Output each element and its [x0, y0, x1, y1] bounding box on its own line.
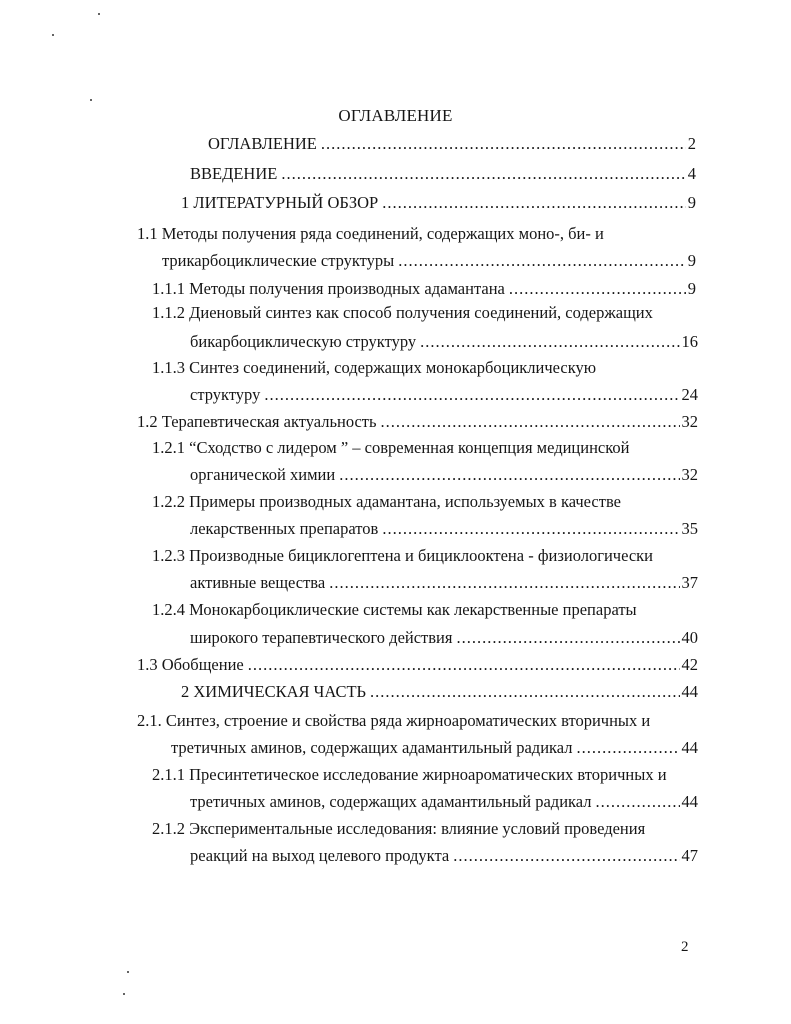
- toc-entry-first-line: 1.2.2 Примеры производных адамантана, используемых в качестве: [152, 492, 621, 511]
- toc-entry: [171, 737, 698, 759]
- toc-entry-first-line: 2.1.2 Экспериментальные исследования: влияние условий проведения: [152, 819, 646, 838]
- toc-entry-label: лекарственных препаратов: [190, 519, 379, 538]
- dot-leader: [456, 627, 679, 649]
- dot-leader: [382, 192, 686, 214]
- dot-leader: [248, 654, 680, 676]
- dot-leader: [381, 411, 680, 433]
- toc-entry-page: 44: [681, 738, 698, 757]
- toc-entry-page: 37: [681, 573, 698, 592]
- dot-leader: [329, 572, 679, 594]
- toc-entry-page: 35: [681, 519, 698, 538]
- toc-entry-page: 4: [687, 164, 696, 183]
- dot-leader: [420, 331, 679, 353]
- toc-entry: [190, 845, 698, 867]
- dot-leader: [382, 518, 679, 540]
- toc-entry-page: 9: [687, 193, 696, 212]
- dot-leader: [398, 250, 685, 272]
- toc-entry: [152, 278, 696, 300]
- toc-entry: [190, 384, 698, 406]
- toc-entry-page: 40: [681, 628, 698, 647]
- toc-entry-page: 32: [681, 412, 698, 431]
- toc-entry-label: ВВЕДЕНИЕ: [190, 164, 278, 183]
- dot-leader: [281, 163, 685, 185]
- toc-entry-label: органической химии: [190, 465, 336, 484]
- toc-entry-page: 9: [687, 251, 696, 270]
- toc-entry: [208, 133, 696, 155]
- toc-entry-label: 1.1.1 Методы получения производных адамантана: [152, 279, 505, 298]
- toc-entry: [181, 681, 698, 703]
- toc-entry-label: ОГЛАВЛЕНИЕ: [208, 134, 317, 153]
- scan-speck: [90, 99, 92, 101]
- toc-entry: [190, 331, 698, 353]
- toc-entry-label: третичных аминов, содержащих адамантильный радикал: [190, 792, 592, 811]
- toc-entry-page: 2: [687, 134, 696, 153]
- page-number: 2: [681, 939, 689, 955]
- dot-leader: [321, 133, 686, 155]
- toc-entry: [190, 627, 698, 649]
- toc-entry-page: 24: [681, 385, 698, 404]
- dot-leader: [264, 384, 679, 406]
- toc-entry-first-line: 1.1.3 Синтез соединений, содержащих монокарбоциклическую: [152, 358, 597, 377]
- toc-entry-label: трикарбоциклические структуры: [162, 251, 395, 270]
- toc-entry-label: третичных аминов, содержащих адамантильный радикал: [171, 738, 573, 757]
- toc-entry: [190, 163, 696, 185]
- toc-entry: [190, 518, 698, 540]
- dot-leader: [577, 737, 680, 759]
- toc-entry-first-line: 1.1.2 Диеновый синтез как способ получения соединений, содержащих: [152, 303, 653, 322]
- toc-entry-page: 32: [681, 465, 698, 484]
- toc-heading: ОГЛАВЛЕНИЕ: [338, 106, 453, 125]
- toc-entry-label: структуру: [190, 385, 261, 404]
- toc-entry: [190, 464, 698, 486]
- toc-entry-label: широкого терапевтического действия: [190, 628, 453, 647]
- toc-entry: [137, 411, 698, 433]
- toc-entry-first-line: 2.1.1 Пресинтетическое исследование жирноароматических вторичных и: [152, 765, 667, 784]
- toc-entry-first-line: 1.1 Методы получения ряда соединений, содержащих моно-, би- и: [137, 224, 604, 243]
- dot-leader: [339, 464, 679, 486]
- toc-entry: [137, 654, 698, 676]
- scan-speck: [127, 971, 129, 973]
- toc-entry: [181, 192, 696, 214]
- toc-entry-page: 47: [681, 846, 698, 865]
- toc-entry-label: 1.3 Обобщение: [137, 655, 244, 674]
- toc-entry-label: активные вещества: [190, 573, 326, 592]
- toc-entry-page: 42: [681, 655, 698, 674]
- toc-entry-label: 1 ЛИТЕРАТУРНЫЙ ОБЗОР: [181, 193, 379, 212]
- dot-leader: [370, 681, 679, 703]
- toc-entry: [162, 250, 696, 272]
- toc-entry-label: бикарбоциклическую структуру: [190, 332, 417, 351]
- toc-entry-first-line: 1.2.3 Производные бициклогептена и бициклооктена - физиологически: [152, 546, 654, 565]
- toc-entry-first-line: 1.2.1 “Сходство с лидером ” – современная концепция медицинской: [152, 438, 630, 457]
- toc-entry-page: 9: [687, 279, 696, 298]
- toc-entry: [190, 791, 698, 813]
- dot-leader: [453, 845, 679, 867]
- toc-entry-page: 16: [681, 332, 698, 351]
- toc-entry-label: 1.2 Терапевтическая актуальность: [137, 412, 377, 431]
- scan-speck: [123, 993, 125, 995]
- scan-speck: [98, 13, 100, 15]
- scan-speck: [52, 34, 54, 36]
- toc-entry-label: 2 ХИМИЧЕСКАЯ ЧАСТЬ: [181, 682, 367, 701]
- dot-leader: [596, 791, 680, 813]
- toc-entry-page: 44: [681, 682, 698, 701]
- toc-entry-first-line: 2.1. Синтез, строение и свойства ряда жирноароматических вторичных и: [137, 711, 651, 730]
- toc-entry-page: 44: [681, 792, 698, 811]
- toc-entry: [190, 572, 698, 594]
- toc-entry-label: реакций на выход целевого продукта: [190, 846, 450, 865]
- dot-leader: [509, 278, 686, 300]
- toc-entry-first-line: 1.2.4 Монокарбоциклические системы как лекарственные препараты: [152, 600, 637, 619]
